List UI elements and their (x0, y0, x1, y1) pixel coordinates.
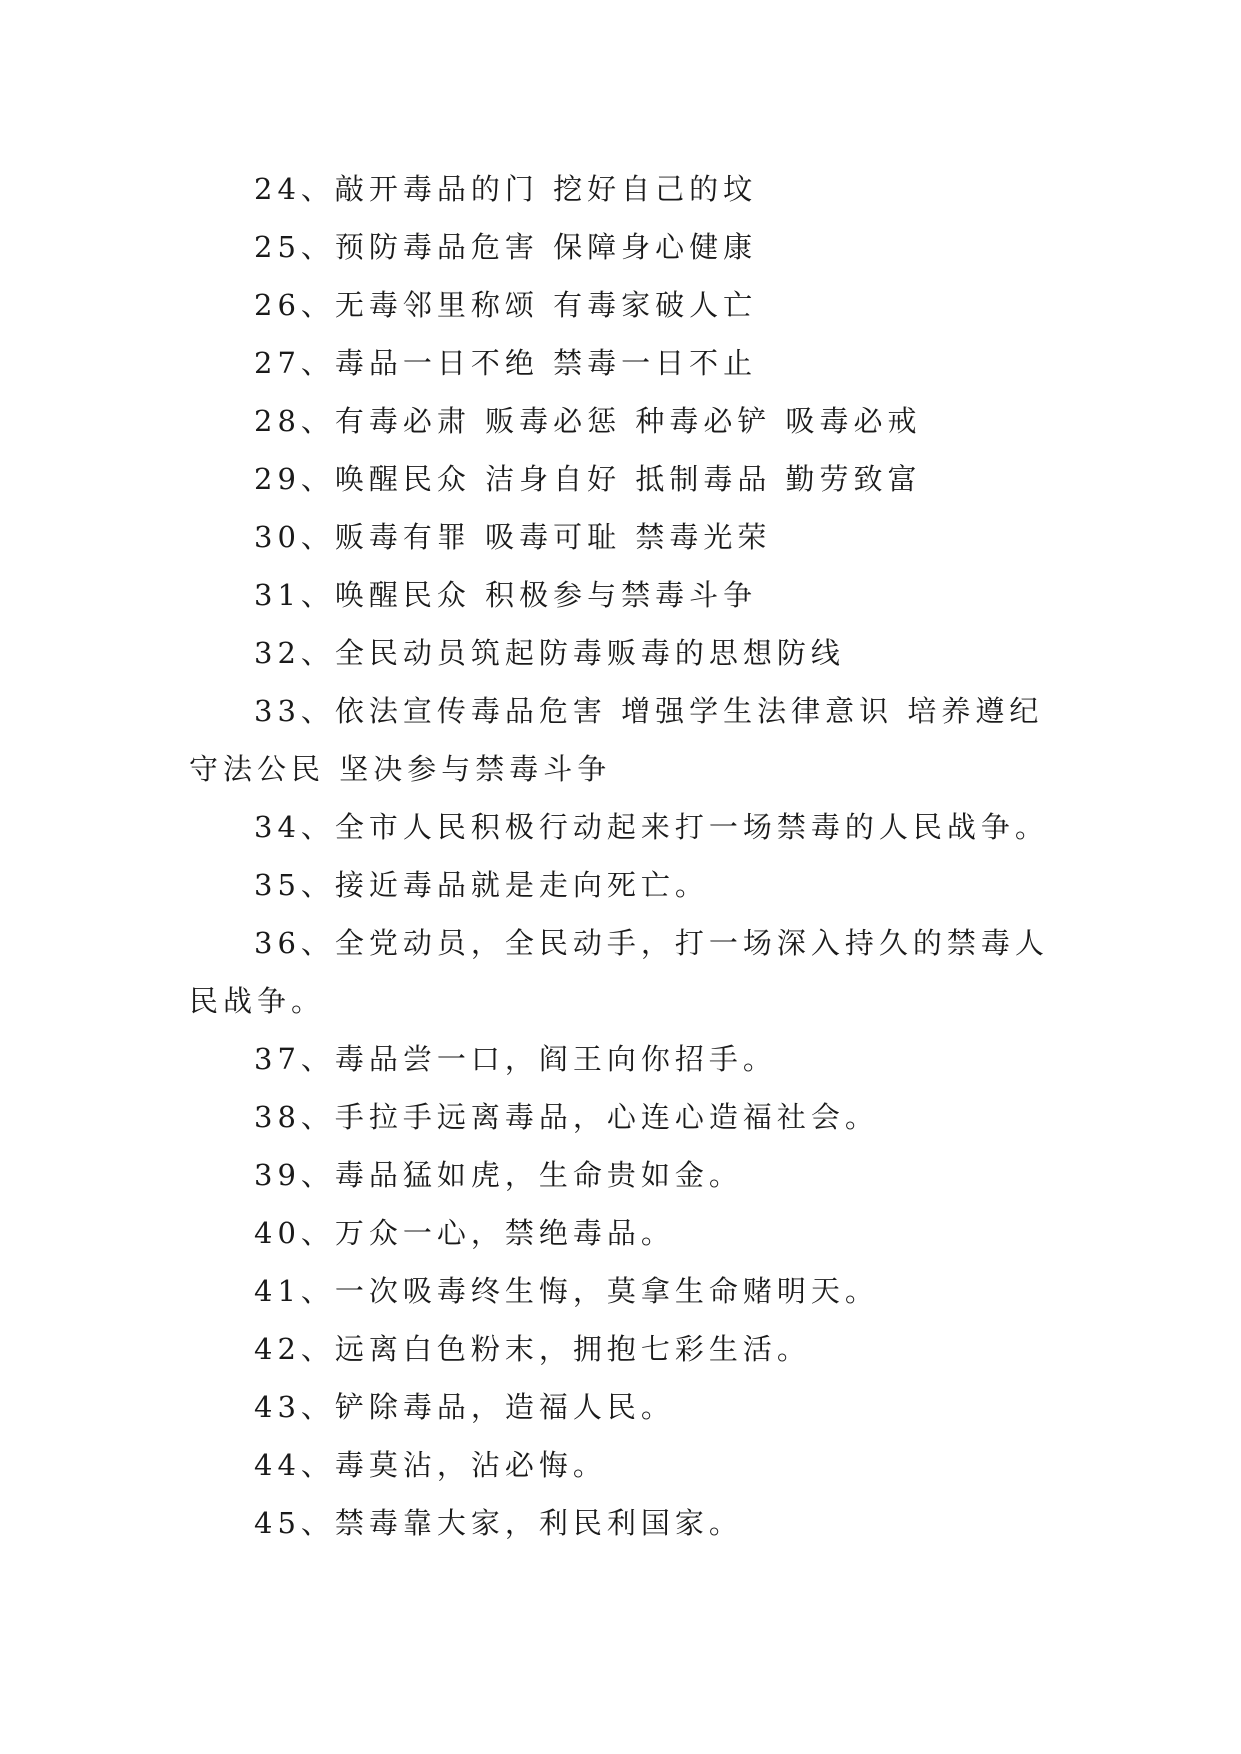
list-item: 41、一次吸毒终生悔，莫拿生命赌明天。 (254, 1274, 879, 1308)
list-item: 24、敲开毒品的门 挖好自己的坟 (254, 172, 758, 206)
list-item: 38、手拉手远离毒品，心连心造福社会。 (254, 1100, 879, 1134)
list-item: 45、禁毒靠大家，利民利国家。 (254, 1506, 743, 1540)
list-item: 39、毒品猛如虎，生命贵如金。 (254, 1158, 743, 1192)
list-item: 40、万众一心，禁绝毒品。 (254, 1216, 675, 1250)
slogan-list (189, 160, 1059, 1552)
list-item: 43、铲除毒品，造福人民。 (254, 1390, 675, 1424)
list-item: 36、全党动员，全民动手，打一场深入持久的禁毒人民战争。 (189, 926, 1049, 1018)
list-item: 30、贩毒有罪 吸毒可耻 禁毒光荣 (254, 520, 772, 554)
list-item: 34、全市人民积极行动起来打一场禁毒的人民战争。 (254, 810, 1049, 844)
list-item: 29、唤醒民众 洁身自好 抵制毒品 勤劳致富 (254, 462, 922, 496)
list-item: 26、无毒邻里称颂 有毒家破人亡 (254, 288, 758, 322)
list-item: 25、预防毒品危害 保障身心健康 (254, 230, 758, 264)
list-item: 27、毒品一日不绝 禁毒一日不止 (254, 346, 758, 380)
list-item: 32、全民动员筑起防毒贩毒的思想防线 (254, 636, 845, 670)
list-item: 37、毒品尝一口，阎王向你招手。 (254, 1042, 777, 1076)
list-item: 28、有毒必肃 贩毒必惩 种毒必铲 吸毒必戒 (254, 404, 922, 438)
list-item: 35、接近毒品就是走向死亡。 (254, 868, 709, 902)
list-item: 42、远离白色粉末，拥抱七彩生活。 (254, 1332, 811, 1366)
list-item: 44、毒莫沾，沾必悔。 (254, 1448, 607, 1482)
list-item: 33、依法宣传毒品危害 增强学生法律意识 培养遵纪守法公民 坚决参与禁毒斗争 (189, 694, 1044, 786)
list-item: 31、唤醒民众 积极参与禁毒斗争 (254, 578, 758, 612)
